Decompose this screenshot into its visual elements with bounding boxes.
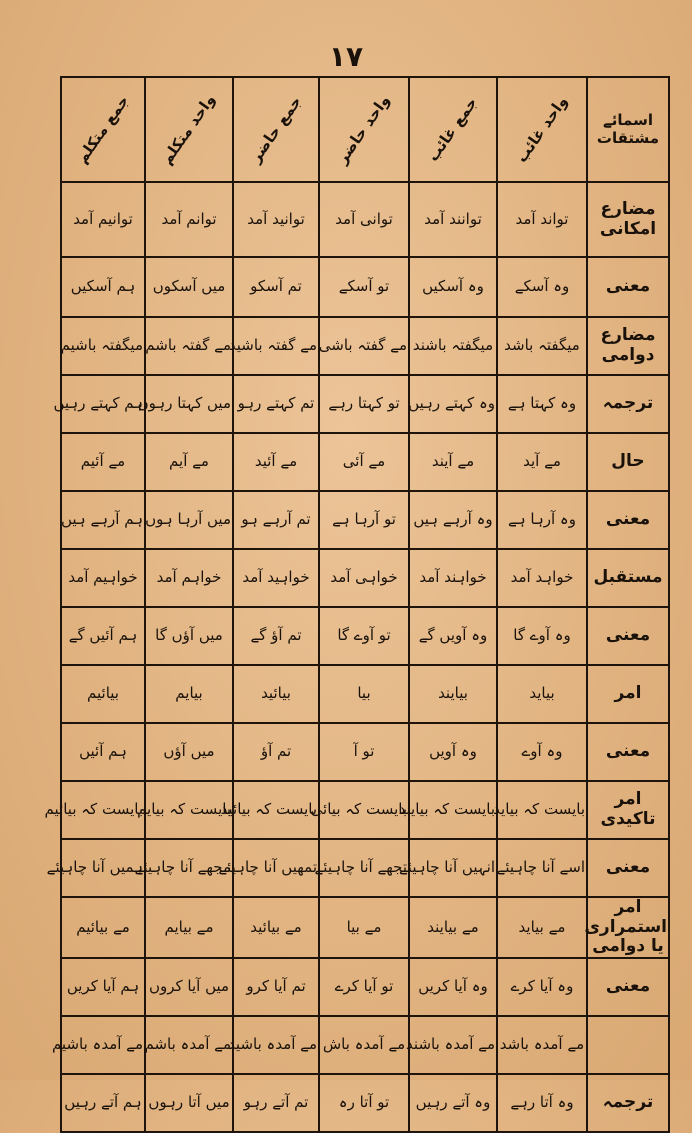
table-cell: تجھے آنا چاہیئے [319,839,409,897]
table-row [61,549,669,607]
row-label: امر تاکیدی [587,781,669,839]
table-cell: ہم آسکیں [61,257,145,317]
table-cell: خواہد آمد [497,549,587,607]
row-label: معنی [587,491,669,549]
table-cell: میں آؤں گا [145,607,233,665]
row-label: معنی [587,958,669,1016]
table-cell: مے آئی [319,433,409,491]
table-cell: مے آمدہ باشید [233,1016,319,1074]
table-cell: مے آمدہ باش [319,1016,409,1074]
header-row [61,77,669,182]
table-cell: خواہند آمد [409,549,497,607]
table-row [61,607,669,665]
table-cell: مے آید [497,433,587,491]
table-cell: مے بیایند [409,897,497,958]
row-label: ترجمہ [587,1074,669,1132]
header-col: جمع غائب [409,77,497,182]
row-label: معنی [587,723,669,781]
table-row [61,257,669,317]
table-cell: ہم آئیں گے [61,607,145,665]
table-cell: خواہیم آمد [61,549,145,607]
table-cell: وہ آسکے [497,257,587,317]
header-label: اسمائے مشتقات [587,77,669,182]
table-cell: وہ آیا کریں [409,958,497,1016]
table-cell: بیایم [145,665,233,723]
table-cell: مے آمدہ باشیم [61,1016,145,1074]
table-cell: وہ آرہے ہیں [409,491,497,549]
table-cell: میگفتہ باشند [409,317,497,375]
table-cell: توانید آمد [233,182,319,257]
table-cell: بایست کہ بیایند [409,781,497,839]
page-number: ۱۷ [328,40,364,73]
table-row [61,1074,669,1132]
table-cell: میں آرہا ہوں [145,491,233,549]
row-label: مستقبل [587,549,669,607]
table-cell: میں کہتا رہوں [145,375,233,433]
table-cell: ہم کہتے رہیں [61,375,145,433]
table-cell: میں آؤں [145,723,233,781]
row-label: معنی [587,257,669,317]
table-cell: انہیں آنا چاہیئے [409,839,497,897]
table-cell: وہ کہتے رہیں [409,375,497,433]
table-cell: بیائید [233,665,319,723]
table-cell: وہ آیا کرے [497,958,587,1016]
row-label: مضارع امکانی [587,182,669,257]
row-label: معنی [587,839,669,897]
table-cell: تواند آمد [497,182,587,257]
header-col: واحد متکلم [145,77,233,182]
table-row [61,182,669,257]
table-cell: مے بیا [319,897,409,958]
table-cell: بایست کہ بیائید [233,781,319,839]
table-cell: خواہم آمد [145,549,233,607]
table-cell: تم آیا کرو [233,958,319,1016]
table-cell: ہم آیا کریں [61,958,145,1016]
table-row [61,839,669,897]
table-cell: تم آسکو [233,257,319,317]
table-cell: توانند آمد [409,182,497,257]
table-cell: وہ آوے [497,723,587,781]
table-cell: مے آمدہ باشند [409,1016,497,1074]
table-cell: مے بیاید [497,897,587,958]
table-cell: مے آیند [409,433,497,491]
table-cell: خواہی آمد [319,549,409,607]
table-cell: توانی آمد [319,182,409,257]
table-cell: مے بیائید [233,897,319,958]
table-cell: تم آؤ گے [233,607,319,665]
table-cell: مے آئیم [61,433,145,491]
table-cell: مے گفتہ باشم [145,317,233,375]
table-cell: بایست کہ بیائی [319,781,409,839]
table-cell: وہ آرہا ہے [497,491,587,549]
row-label: حال [587,433,669,491]
table-cell: تمھیں آنا چاہیئے [233,839,319,897]
table-cell: وہ آوے گا [497,607,587,665]
table-cell: وہ آویں [409,723,497,781]
table-cell: تو آسکے [319,257,409,317]
table-cell: تم آؤ [233,723,319,781]
table-cell: مے آمدہ باشم [145,1016,233,1074]
table-cell: تو آتا رہ [319,1074,409,1132]
table-cell: وہ آتا رہے [497,1074,587,1132]
table-cell: میں آیا کروں [145,958,233,1016]
header-col: واحد غائب [497,77,587,182]
table-cell: مجھے آنا چاہیئے [145,839,233,897]
table-cell: مے بیائیم [61,897,145,958]
row-label: امر [587,665,669,723]
table-cell: بایست کہ بیائیم [61,781,145,839]
row-label: ترجمہ [587,375,669,433]
table-row [61,1016,669,1074]
table-cell: مے گفتہ باشید [233,317,319,375]
table-cell: وہ آویں گے [409,607,497,665]
table-cell: تم آتے رہو [233,1074,319,1132]
table-cell: مے آمدہ باشد [497,1016,587,1074]
table-cell: میں آتا رہوں [145,1074,233,1132]
table-cell: توانیم آمد [61,182,145,257]
header-col: جمع حاضر [233,77,319,182]
table-cell: ہمیں آنا چاہیئے [61,839,145,897]
table-cell: اسے آنا چاہیئے [497,839,587,897]
table-cell: تو آیا کرے [319,958,409,1016]
table-row [61,665,669,723]
table-cell: تو آرہا ہے [319,491,409,549]
table-cell: بیا [319,665,409,723]
table-cell: توانم آمد [145,182,233,257]
table-cell: مے آیم [145,433,233,491]
table-cell: ہم آرہے ہیں [61,491,145,549]
table-cell: میں آسکوں [145,257,233,317]
table-cell: ہم آتے رہیں [61,1074,145,1132]
table-cell: مے بیایم [145,897,233,958]
table-cell: میگفتہ باشیم [61,317,145,375]
table-cell: بیاید [497,665,587,723]
header-col: جمع متکلم [61,77,145,182]
table-cell: خواہید آمد [233,549,319,607]
table-cell: بیایند [409,665,497,723]
table-row [61,375,669,433]
table-cell: بایست کہ بیایم [145,781,233,839]
header-col: واحد حاضر [319,77,409,182]
table-cell: تو آوے گا [319,607,409,665]
table-cell: بیائیم [61,665,145,723]
table-cell: بایست کہ بیاید [497,781,587,839]
table-row [61,723,669,781]
table-cell: تو آ [319,723,409,781]
table-cell: تو کہتا رہے [319,375,409,433]
table-cell: تم کہتے رہو [233,375,319,433]
table-row [61,317,669,375]
table-row [61,958,669,1016]
table-row [61,433,669,491]
table-cell: مے گفتہ باشی [319,317,409,375]
table-cell: مے آئید [233,433,319,491]
table-row [61,781,669,839]
table-cell: وہ آسکیں [409,257,497,317]
row-label: مضارع دوامی [587,317,669,375]
row-label: معنی [587,607,669,665]
table-row [61,897,669,958]
table-row [61,491,669,549]
table-cell: وہ کہتا ہے [497,375,587,433]
table-cell: تم آرہے ہو [233,491,319,549]
row-label: امر استمراری یا دوامی [584,897,667,957]
table-cell: میگفتہ باشد [497,317,587,375]
table-cell: وہ آتے رہیں [409,1074,497,1132]
row-label [587,1016,669,1074]
table-cell: ہم آئیں [61,723,145,781]
conjugation-table [44,76,670,1133]
